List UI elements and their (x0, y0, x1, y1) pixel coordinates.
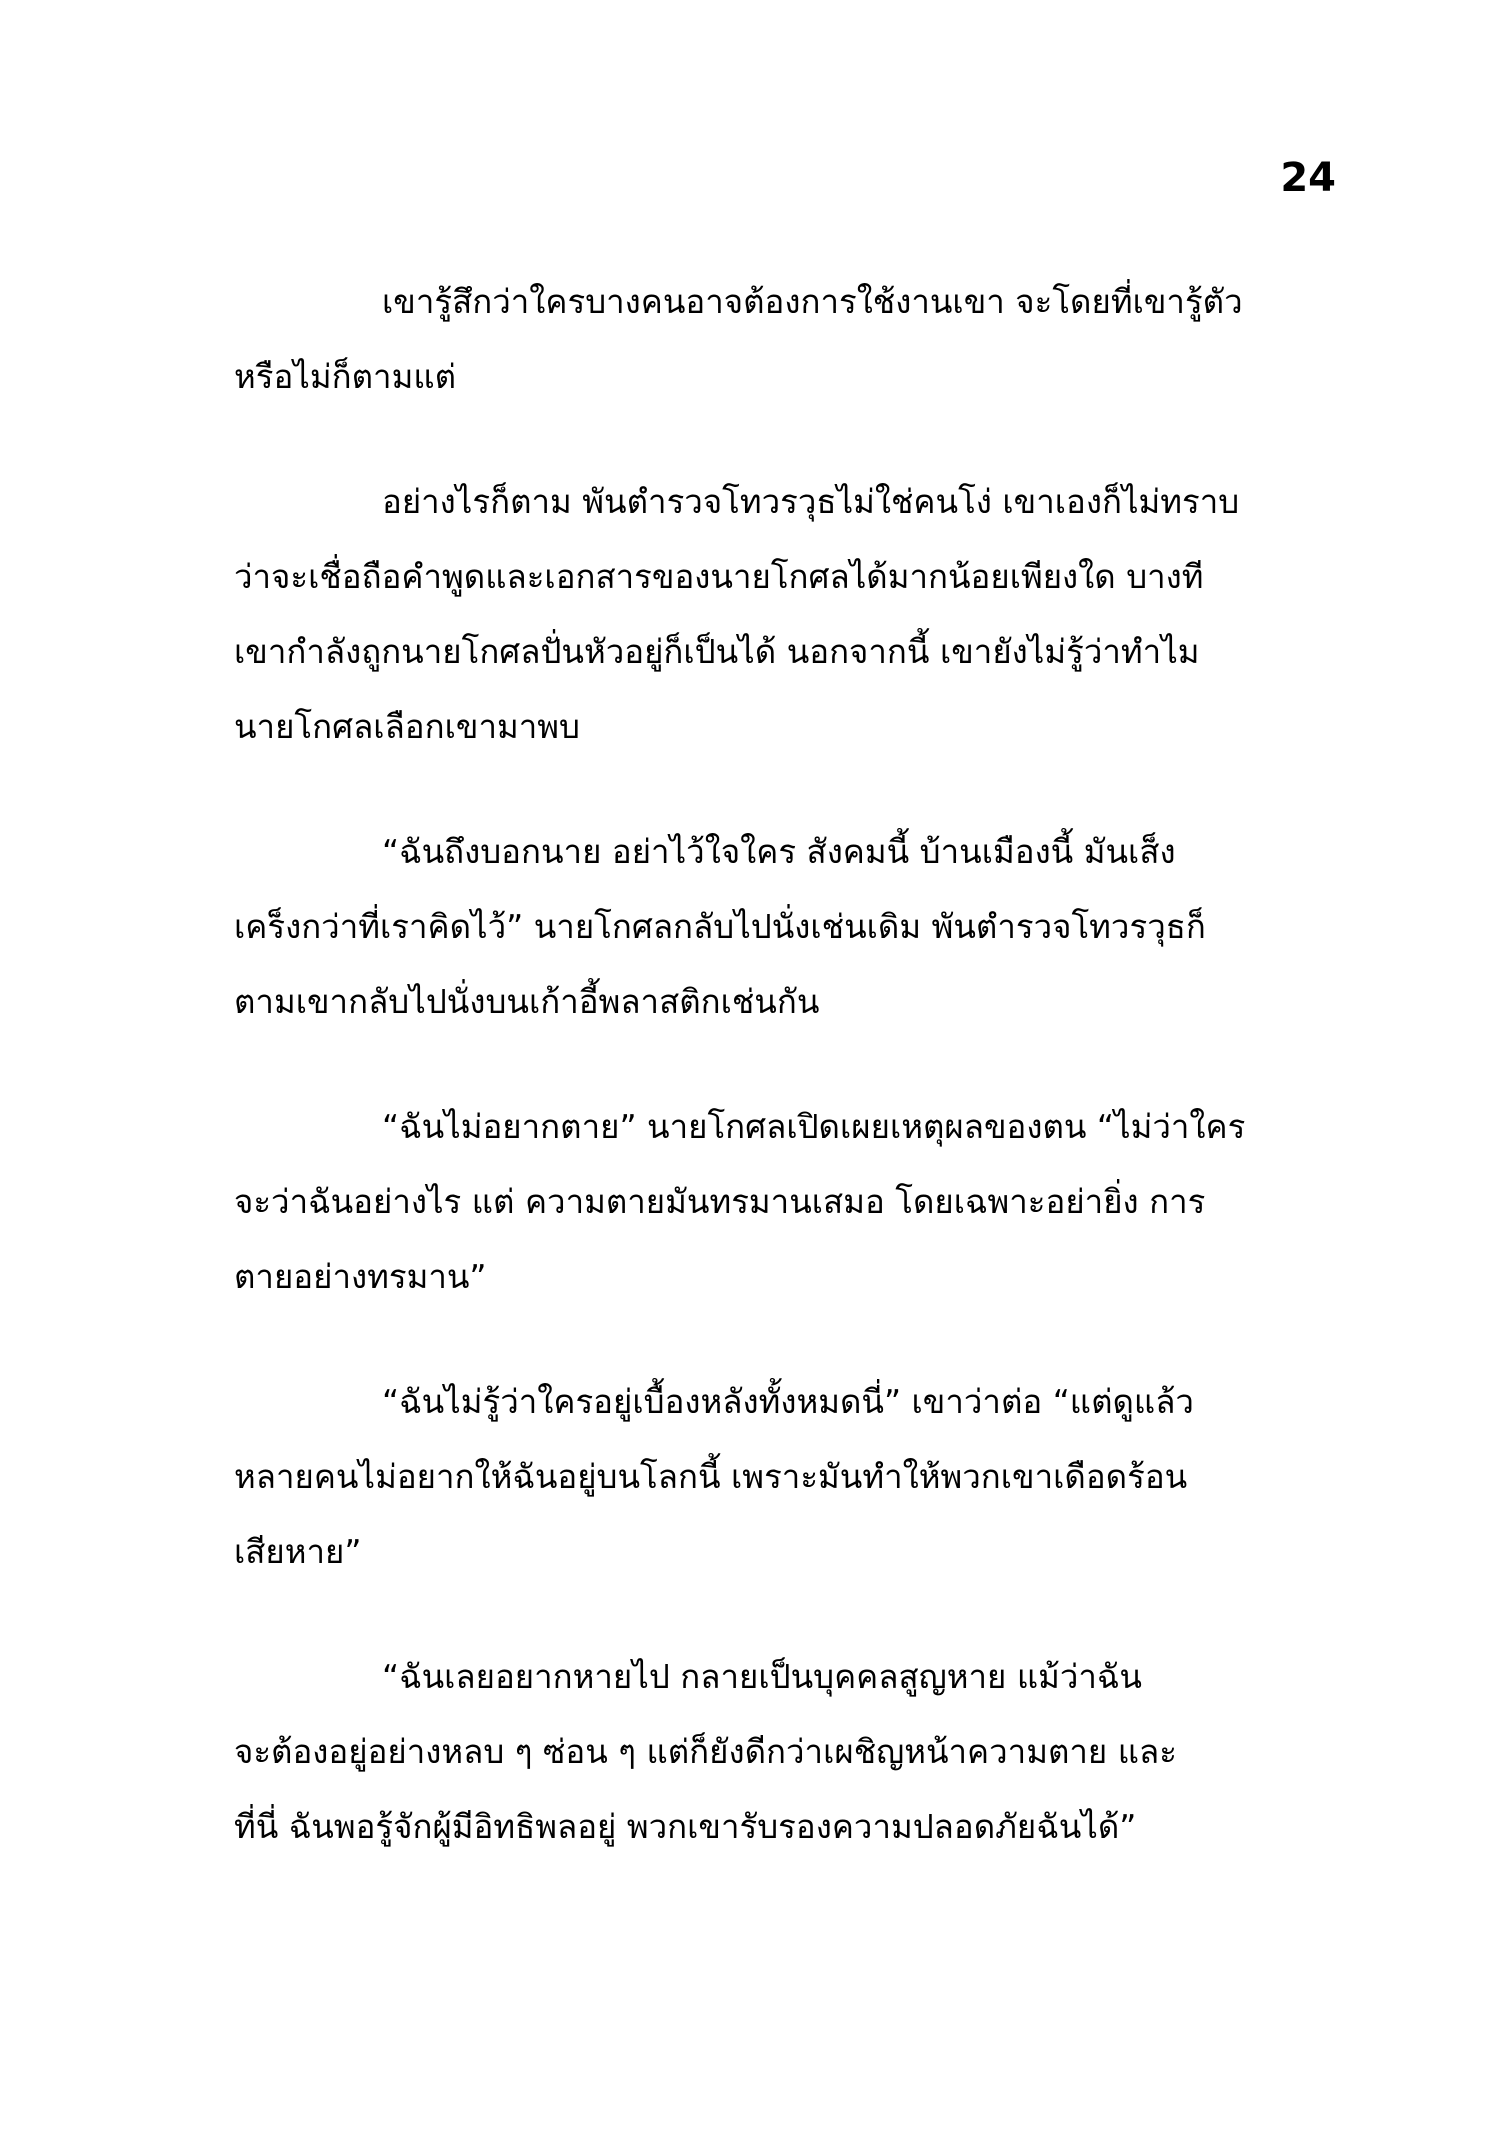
paragraph-line: หลายคนไม่อยากให้ฉันอยู่บนโลกนี้ เพราะมันทำให้พวกเขาเดือดร้อน (234, 1457, 1188, 1496)
paragraph (234, 1639, 1330, 1864)
paragraph-line: ตายอย่างทรมาน” (234, 1257, 487, 1296)
paragraph-line: อย่างไรก็ตาม พันตำรวจโทวรวุธไม่ใช่คนโง่ เขาเองก็ไม่ทราบ (382, 482, 1240, 521)
paragraph-line: ที่นี่ ฉันพอรู้จักผู้มีอิทธิพลอยู่ พวกเขารับรองความปลอดภัยฉันได้” (234, 1807, 1137, 1846)
paragraph-line: นายโกศลเลือกเขามาพบ (234, 707, 580, 746)
page-number: 24 (1280, 155, 1336, 201)
paragraph-line: ว่าจะเชื่อถือคำพูดและเอกสารของนายโกศลได้มากน้อยเพียงใด บางที (234, 557, 1204, 596)
paragraph-line: เสียหาย” (234, 1532, 362, 1571)
paragraph-line: จะว่าฉันอย่างไร แต่ ความตายมันทรมานเสมอ โดยเฉพาะอย่ายิ่ง การ (234, 1182, 1206, 1221)
paragraph-line: เคร็งกว่าที่เราคิดไว้” นายโกศลกลับไปนั่งเช่นเดิม พันตำรวจโทวรวุธก็ (234, 907, 1206, 946)
paragraph-line: ตามเขากลับไปนั่งบนเก้าอี้พลาสติกเช่นกัน (234, 982, 820, 1021)
paragraph-line: หรือไม่ก็ตามแต่ (234, 357, 457, 396)
paragraph-line: “ฉันเลยอยากหายไป กลายเป็นบุคคลสูญหาย แม้ว่าฉัน (382, 1657, 1142, 1696)
paragraph-line: “ฉันถึงบอกนาย อย่าไว้ใจใคร สังคมนี้ บ้านเมืองนี้ มันเส็ง (382, 832, 1176, 871)
paragraph-line: จะต้องอยู่อย่างหลบ ๆ ซ่อน ๆ แต่ก็ยังดีกว่าเผชิญหน้าความตาย และ (234, 1732, 1177, 1771)
paragraph (234, 264, 1330, 414)
paragraph-line: “ฉันไม่อยากตาย” นายโกศลเปิดเผยเหตุผลของตน “ไม่ว่าใคร (382, 1107, 1246, 1146)
paragraph-line: เขารู้สึกว่าใครบางคนอาจต้องการใช้งานเขา จะโดยที่เขารู้ตัว (382, 282, 1243, 321)
paragraph-line: “ฉันไม่รู้ว่าใครอยู่เบื้องหลังทั้งหมดนี่” เขาว่าต่อ “แต่ดูแล้ว (382, 1382, 1194, 1421)
paragraph (234, 1089, 1330, 1314)
paragraph (234, 464, 1330, 764)
paragraph (234, 1364, 1330, 1589)
paragraph (234, 814, 1330, 1039)
paragraph-line: เขากำลังถูกนายโกศลปั่นหัวอยู่ก็เป็นได้ นอกจากนี้ เขายังไม่รู้ว่าทำไม (234, 632, 1200, 671)
body-text (234, 264, 1330, 1864)
